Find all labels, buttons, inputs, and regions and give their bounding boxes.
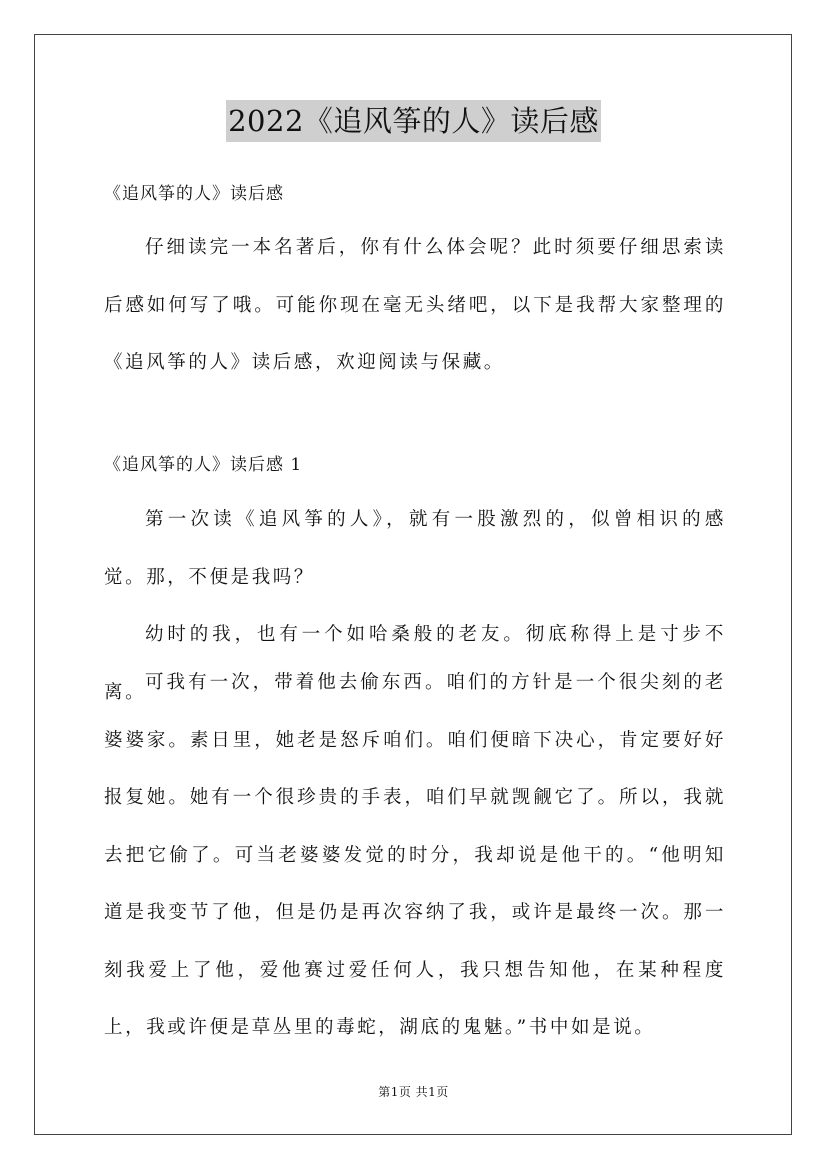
document-title: 2022《追风筝的人》读后感 xyxy=(226,100,601,142)
intro-paragraph: 仔细读完一本名著后，你有什么体会呢？此时须要仔细思索读后感如何写了哦。可能你现在毫无头绪吧，以下是我帮大家整理的《追风筝的人》读后感，欢迎阅读与保藏。 xyxy=(104,237,726,373)
section-title: 《追风筝的人》读后感 1 xyxy=(104,455,303,475)
page-footer: 第1页 共1页 xyxy=(378,1085,449,1099)
subtitle: 《追风筝的人》读后感 xyxy=(104,184,284,204)
paragraph-1: 第一次读《追风筝的人》，就有一股激烈的，似曾相识的感觉。那，不便是我吗？ xyxy=(104,509,726,588)
paragraph-3: 可我有一次，带着他去偷东西。咱们的方针是一个很尖刻的老婆婆家。素日里，她老是怒斥咱们。咱们便暗下决心，肯定要好好报复她。她有一个很珍贵的手表，咱们早就觊觎它了。所以，我就去把它偷了。可当老婆婆发觉的时分，我却说是他干的。“他明知道是我变节了他，但是仍是再次容纳了我，或许是最终一次。那一刻我爱上了他，爱他赛过爱任何人，我只想告知他，在某种程度上，我或许便是草丛里的毒蛇，湖底的鬼魅。”书中如是说。 xyxy=(104,672,726,1038)
paragraph-2: 幼时的我，也有一个如哈桑般的老友。彻底称得上是寸步不离。 xyxy=(104,624,726,703)
document-title-wrap xyxy=(0,100,827,142)
